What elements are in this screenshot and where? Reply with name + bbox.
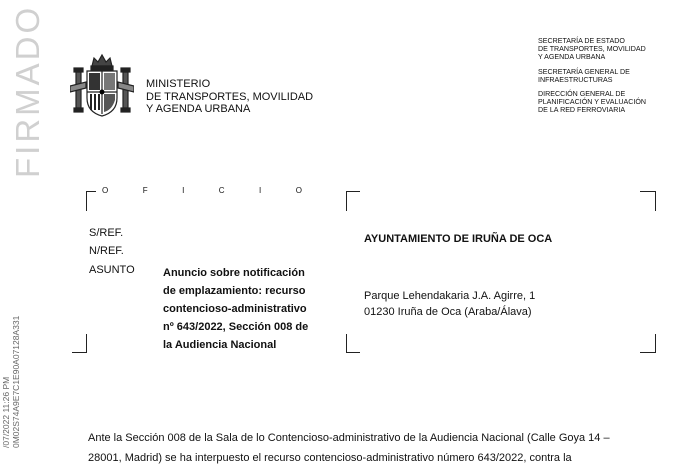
header-line: Y AGENDA URBANA bbox=[538, 53, 606, 62]
body-paragraph bbox=[88, 428, 668, 468]
asunto-line: de emplazamiento: recurso bbox=[163, 285, 306, 297]
oficio-letter: O bbox=[295, 186, 302, 195]
ministry-line: Y AGENDA URBANA bbox=[146, 103, 251, 115]
firmado-watermark: FIRMADO bbox=[9, 4, 46, 178]
oficio-letter: I bbox=[182, 186, 185, 195]
address-line: Parque Lehendakaria J.A. Agirre, 1 bbox=[364, 290, 536, 302]
asunto-line: nº 643/2022, Sección 008 de bbox=[163, 321, 309, 333]
department-header bbox=[538, 37, 646, 121]
nref-label: N/REF. bbox=[89, 245, 124, 257]
oficio-letter: C bbox=[218, 186, 225, 195]
header-line: INFRAESTRUCTURAS bbox=[538, 75, 613, 84]
frame-line bbox=[640, 352, 656, 353]
header-line: DE TRANSPORTES, MOVILIDAD bbox=[538, 45, 646, 54]
frame-line bbox=[640, 191, 656, 192]
frame-line bbox=[86, 191, 87, 211]
oficio-letter: F bbox=[142, 186, 148, 195]
frame-line bbox=[655, 191, 656, 211]
recipient-address bbox=[364, 288, 535, 320]
signature-hash: 0M02S74A9E7C1E90A07128A331 bbox=[10, 315, 21, 448]
asunto-label: ASUNTO bbox=[89, 264, 135, 276]
frame-line bbox=[86, 191, 96, 192]
body-line: Ante la Sección 008 de la Sala de lo Contencioso-administrativo de la Audiencia Nacional (Calle Goya 14 – bbox=[88, 432, 610, 444]
asunto-line: Anuncio sobre notificación bbox=[163, 267, 305, 279]
header-line: SECRETARÍA DE ESTADO bbox=[538, 37, 625, 45]
sref-label: S/REF. bbox=[89, 227, 124, 239]
frame-line bbox=[655, 334, 656, 353]
oficio-letter: I bbox=[259, 186, 262, 195]
ministry-line: DE TRANSPORTES, MOVILIDAD bbox=[146, 90, 314, 103]
asunto-line: contencioso-administrativo bbox=[163, 303, 307, 315]
frame-line bbox=[346, 191, 347, 211]
frame-line bbox=[86, 334, 87, 353]
header-line: DE LA RED FERROVIARIA bbox=[538, 106, 626, 115]
secretaria-estado-block bbox=[538, 37, 646, 62]
frame-line bbox=[72, 352, 87, 353]
address-line: 01230 Iruña de Oca (Araba/Álava) bbox=[364, 306, 532, 318]
reference-labels bbox=[89, 224, 124, 260]
secretaria-general-block bbox=[538, 68, 646, 84]
body-line: 28001, Madrid) se ha interpuesto el recurso contencioso-administrativo número 643/2022, contra la bbox=[88, 452, 572, 464]
signature-date: /07/2022 11:26 PM bbox=[1, 376, 11, 448]
header-line: SECRETARÍA GENERAL DE bbox=[538, 67, 630, 76]
asunto-text bbox=[163, 264, 323, 354]
frame-line bbox=[346, 334, 347, 353]
coat-of-arms-icon bbox=[70, 52, 134, 120]
header-line: DIRECCIÓN GENERAL DE bbox=[538, 90, 626, 99]
asunto-line: la Audiencia Nacional bbox=[163, 339, 277, 351]
direccion-general-block bbox=[538, 90, 646, 115]
recipient-name: AYUNTAMIENTO DE IRUÑA DE OCA bbox=[364, 233, 553, 245]
ministry-name bbox=[146, 78, 313, 116]
frame-line bbox=[346, 352, 360, 353]
oficio-label bbox=[102, 186, 302, 195]
ministry-line: MINISTERIO bbox=[146, 78, 211, 90]
frame-line bbox=[346, 191, 360, 192]
oficio-letter: O bbox=[102, 186, 109, 195]
signature-stamp bbox=[2, 288, 21, 448]
header-line: PLANIFICACIÓN Y EVALUACIÓN bbox=[538, 98, 647, 107]
